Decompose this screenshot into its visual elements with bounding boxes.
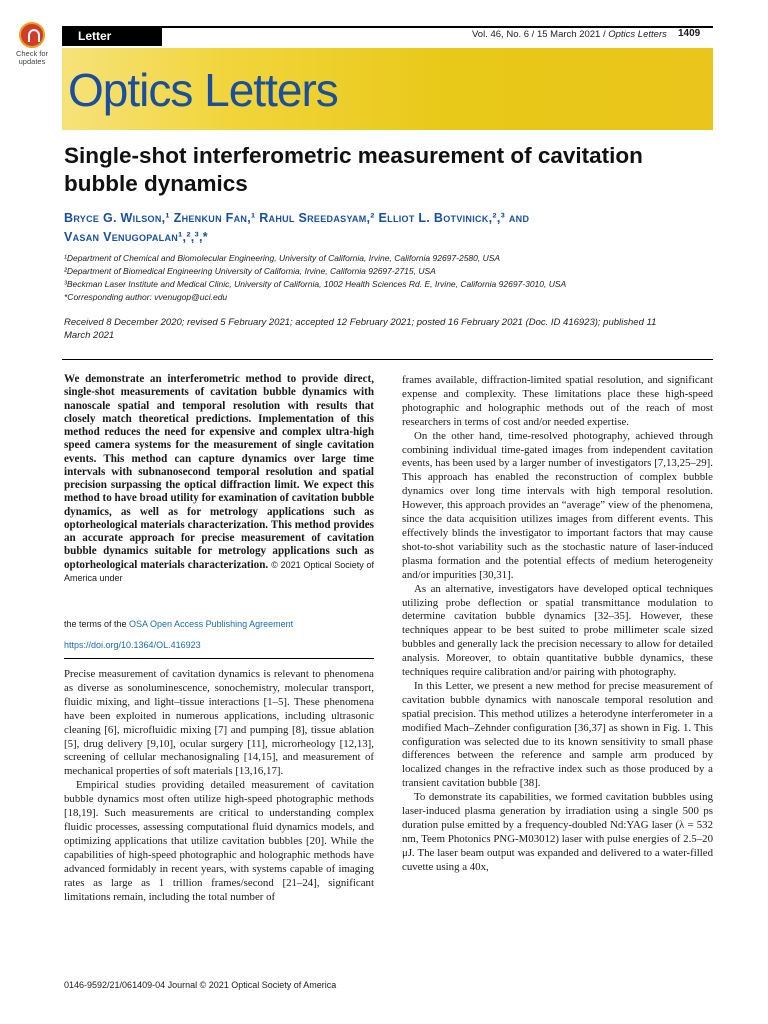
section-label: Letter bbox=[62, 26, 162, 46]
article-title: Single-shot interferometric measurement of cavitation bubble dynamics bbox=[64, 143, 643, 196]
publication-dates: Received 8 December 2020; revised 5 February 2021; accepted 12 February 2021; posted 16 February 2021 (Doc. ID 416923); published 11 March 2021 bbox=[64, 317, 657, 341]
authors-line-1: Bryce G. Wilson,¹ Zhenkun Fan,¹ Rahul Sreedasyam,² Elliot L. Botvinick,²,³ and bbox=[64, 211, 530, 225]
divider bbox=[62, 359, 713, 360]
footer: 0146-9592/21/061409-04 Journal © 2021 Optical Society of America bbox=[64, 980, 337, 990]
author-list bbox=[64, 209, 724, 247]
doi-link[interactable]: https://doi.org/10.1364/OL.416923 bbox=[64, 640, 201, 650]
affiliation-item: ³Beckman Laser Institute and Medical Clinic, University of California, 1002 Health Sciences Rd. E, Irvine, California 92697-3010, USA bbox=[64, 279, 567, 289]
abstract bbox=[64, 373, 374, 585]
copyright: © 2021 Optical Society of America under bbox=[64, 559, 374, 583]
journal-logo: Optics Letters bbox=[68, 64, 338, 116]
body-column-left bbox=[64, 668, 374, 904]
check-updates-label: Check for updates bbox=[15, 49, 49, 66]
abstract-text: We demonstrate an interferometric method to provide direct, single-shot measurements of cavitation bubble dynamics with nanoscale spatial and temporal resolution with results that closely match theoretical predictions. Implementation of this method reduces the need for expensive and complex ultra-high speed camera systems for the measurement of single cavitation events. This method can capture dynamics over large time intervals with subnanosecond temporal resolution and spatial precision surpassing the optical diffraction limit. We expect this method to have broad utility for examination of cavitation bubble dynamics, as well as for metrology applications such as optorheological materials characterization. This method provides an accurate approach for precise measurement of cavitation bubble dynamics suitable for metrology applications such as optorheological materials characterization. bbox=[64, 373, 374, 571]
license-terms: the terms of the OSA Open Access Publishing Agreement bbox=[64, 619, 294, 629]
paragraph: On the other hand, time-resolved photography, achieved through combining individual time-gated images from independent cavitation events, has been used by a larger number of investigators [7,13,25–29]. This approach has enabled the reconstruction of complex bubble dynamics over long time intervals with high temporal resolution. However, this approach provides an “average” view of the phenomena, since the data acquisition utilizes images from different events. This effectively blinds the investigator to important factors that may cause shot-to-shot variability such as the stochastic nature of laser-induced plasma formation and the potential effects of medium heterogeneity and/or impurities [30,31]. bbox=[402, 429, 713, 581]
affiliations bbox=[64, 252, 724, 304]
paragraph: To demonstrate its capabilities, we formed cavitation bubbles using laser-induced plasma generation by irradiation using a single 500 ps duration pulse emitted by a frequency-doubled Nd:YAG laser (λ = 532 nm, Teem Photonics PNG-M03012) laser with pulse energies of 2.5–20 μJ. The laser beam output was expanded and delivered to a water-filled cuvette using a 40x, bbox=[402, 791, 713, 873]
affiliation-item: ¹Department of Chemical and Biomolecular Engineering, University of California, Irvine, California 92697-2580, USA bbox=[64, 253, 501, 263]
page-number: 1409 bbox=[678, 28, 701, 39]
paragraph: As an alternative, investigators have developed optical techniques utilizing probe deflection or spatial transmittance modulation to determine cavitation bubble dynamics [32–35]. However, these techniques appear to be best suited to probe millimeter scale sized bubbles and generally lack the precision necessary to allow for detailed analysis. Moreover, to obtain quantitative bubble dynamics, these techniques require calibration and/or pairing with photography. bbox=[402, 582, 713, 679]
paragraph: frames available, diffraction-limited spatial resolution, and significant expense and complexity. These limitations place these high-speed photographic and holographic methods out of the reach of most researchers in terms of cost and/or needed expertise. bbox=[402, 374, 713, 428]
authors-line-2: Vasan Venugopalan¹,²,³,* bbox=[64, 230, 208, 244]
volume-info: Vol. 46, No. 6 / 15 March 2021 / Optics Letters bbox=[472, 29, 667, 40]
divider bbox=[64, 658, 374, 659]
check-for-updates-badge[interactable] bbox=[12, 22, 52, 66]
corresponding-author: *Corresponding author: vvenugop@uci.edu bbox=[64, 292, 228, 302]
body-column-right bbox=[402, 374, 713, 875]
license-link[interactable]: OSA Open Access Publishing Agreement bbox=[129, 619, 294, 629]
paragraph: Empirical studies providing detailed measurement of cavitation bubble dynamics most often utilize high-speed photographic methods [18,19]. Such measurements are critical to understanding complex fluidic processes, assessing computational fluid dynamics models, and optimizing applications that utilize cavitation bubbles [20]. While the capabilities of high-speed photographic and holographic methods have advanced formidably in recent years, with systems capable of imaging rates as large as 1 trillion frames/second [21–24], significant limitations remain, including the total number of bbox=[64, 779, 374, 903]
paragraph: In this Letter, we present a new method for precise measurement of cavitation bubble dynamics with nanoscale temporal resolution and spatial precision. This method utilizes a heterodyne interferometer in a modified Mach–Zehnder configuration [36,37] as shown in Fig. 1. This configuration was selected due to its known sensitivity to small phase differences between the reference and sample arm produced by localized changes in the refractive index such as those produced by a transient cavitation bubble [38]. bbox=[402, 679, 713, 790]
check-updates-icon bbox=[19, 22, 45, 48]
paragraph: Precise measurement of cavitation dynamics is relevant to phenomena as diverse as sonoluminescence, sonochemistry, molecular transport, fluidic mixing, and light–tissue interactions [1–5]. These phenomena have been exploited in numerous applications, including ultrasonic cleaning [6], microfluidic mixing [7] and pumping [8], tissue ablation [5], drug delivery [9,10], ocular surgery [11], microrheology [12,13], screening of cellular mechanosignaling [14,15], and measurement of mechanical properties of soft materials [13,16,17]. bbox=[64, 668, 374, 778]
affiliation-item: ²Department of Biomedical Engineering University of California, Irvine, California 92697-2715, USA bbox=[64, 266, 436, 276]
